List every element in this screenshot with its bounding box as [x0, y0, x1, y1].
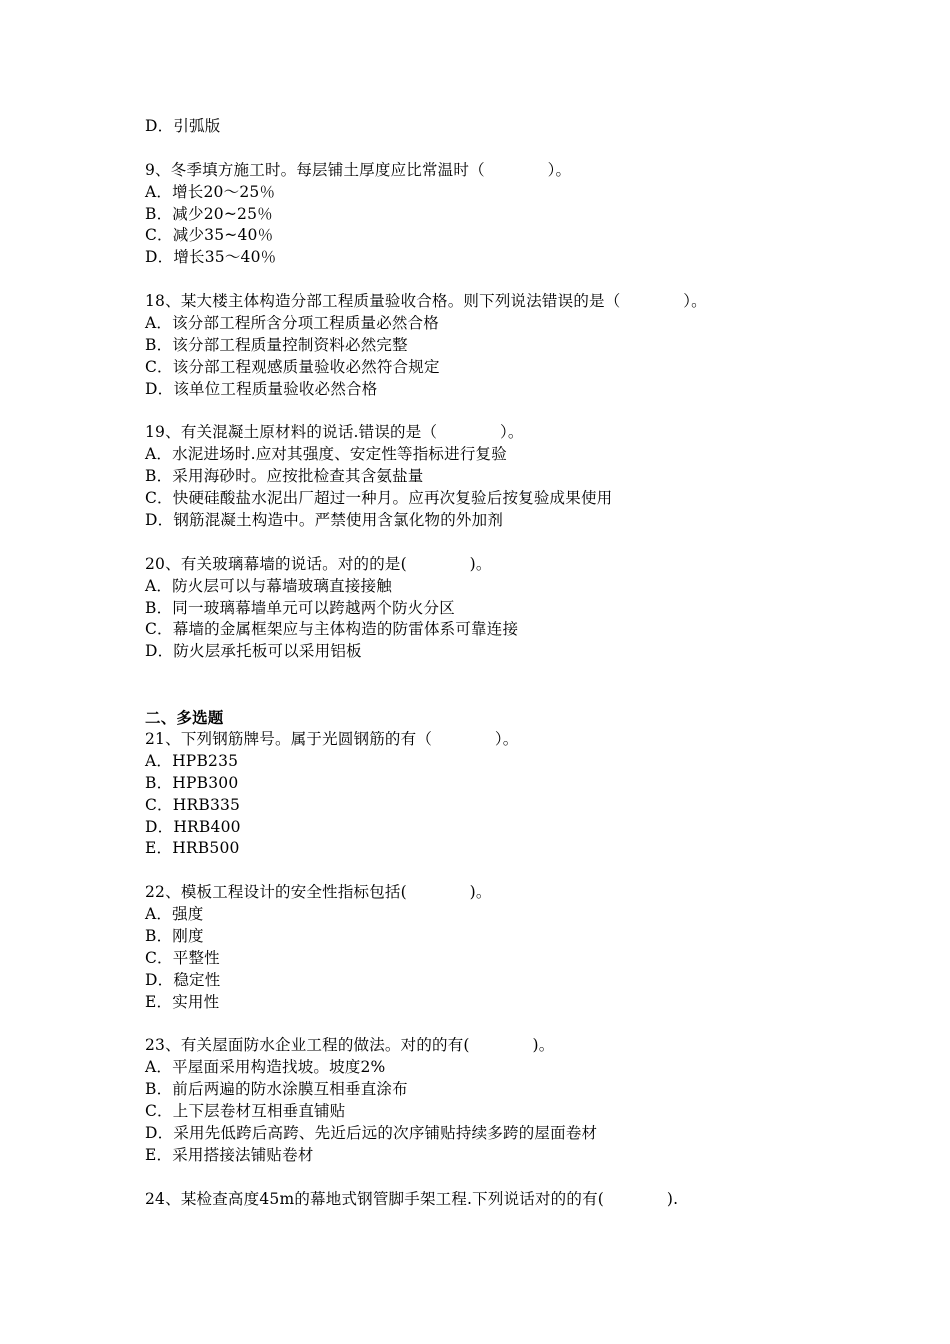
option-line: B．同一玻璃幕墙单元可以跨越两个防火分区 — [145, 598, 455, 617]
option-line: A．该分部工程所含分项工程质量必然合格 — [145, 314, 439, 333]
spacer — [145, 401, 845, 423]
option-line: E．实用性 — [145, 992, 220, 1011]
option-line: C．平整性 — [145, 948, 220, 967]
spacer — [145, 269, 845, 291]
question-9: 9、冬季填方施工时。每层铺土厚度应比常温时（ ）。 — [145, 160, 572, 179]
option-line: B．减少20~25％ — [145, 204, 273, 223]
spacer — [145, 663, 845, 707]
option-line: D．采用先低跨后高跨、先近后远的次序铺贴持续多跨的屋面卷材 — [145, 1123, 598, 1142]
option-line: D．钢筋混凝土构造中。严禁使用含氯化物的外加剂 — [145, 511, 504, 530]
option-line: C．上下层卷材互相垂直铺贴 — [145, 1102, 346, 1121]
option-line: C．快硬硅酸盐水泥出厂超过一种月。应再次复验后按复验成果使用 — [145, 489, 613, 508]
question-22: 22、模板工程设计的安全性指标包括( )。 — [145, 883, 492, 902]
option-line: E．采用搭接法铺贴卷材 — [145, 1145, 314, 1164]
question-23: 23、有关屋面防水企业工程的做法。对的的有( )。 — [145, 1036, 555, 1055]
option-line: A．平屋面采用构造找坡。坡度2% — [145, 1058, 386, 1077]
option-line: A．HPB235 — [145, 751, 239, 770]
option-line: A．水泥进场时.应对其强度、安定性等指标进行复验 — [145, 445, 507, 464]
question-21: 21、下列钢筋牌号。属于光圆钢筋的有（ ）。 — [145, 729, 519, 748]
option-line: B．采用海砂时。应按批检查其含氨盐量 — [145, 467, 424, 486]
option-line: D．增长35～40％ — [145, 248, 277, 267]
option-line: B．HPB300 — [145, 773, 239, 792]
option-line: C．减少35~40％ — [145, 226, 274, 245]
option-line: B．刚度 — [145, 926, 204, 945]
option-line: A．防火层可以与幕墙玻璃直接接触 — [145, 576, 392, 595]
question-18: 18、某大楼主体构造分部工程质量验收合格。则下列说法错误的是（ ）。 — [145, 292, 707, 311]
spacer — [145, 1014, 845, 1036]
option-line: D．引弧版 — [145, 117, 221, 135]
option-line: C．HRB335 — [145, 795, 241, 814]
option-line: D．该单位工程质量验收必然合格 — [145, 379, 378, 398]
option-line: B．该分部工程质量控制资料必然完整 — [145, 335, 408, 354]
question-19: 19、有关混凝土原材料的说话.错误的是（ ）。 — [145, 423, 524, 442]
option-line: D．HRB400 — [145, 817, 241, 836]
spacer — [145, 860, 845, 882]
option-line: B．前后两遍的防水涂膜互相垂直涂布 — [145, 1080, 408, 1099]
document-page — [145, 116, 845, 1211]
option-line: A．增长20～25％ — [145, 182, 276, 201]
option-line: E．HRB500 — [145, 839, 240, 858]
option-line: A．强度 — [145, 905, 204, 924]
spacer — [145, 138, 845, 160]
question-20: 20、有关玻璃幕墙的说话。对的的是( )。 — [145, 554, 492, 573]
option-line: D．防火层承托板可以采用铝板 — [145, 642, 362, 661]
question-24: 24、某检查高度45m的幕地式钢管脚手架工程.下列说话对的的有( ). — [145, 1189, 679, 1208]
section-heading-multiple-choice: 二、多选题 — [145, 708, 224, 728]
option-line: C．幕墙的金属框架应与主体构造的防雷体系可靠连接 — [145, 620, 519, 639]
option-line: D．稳定性 — [145, 970, 221, 989]
option-line: C．该分部工程观感质量验收必然符合规定 — [145, 357, 440, 376]
spacer — [145, 1167, 845, 1189]
spacer — [145, 532, 845, 554]
